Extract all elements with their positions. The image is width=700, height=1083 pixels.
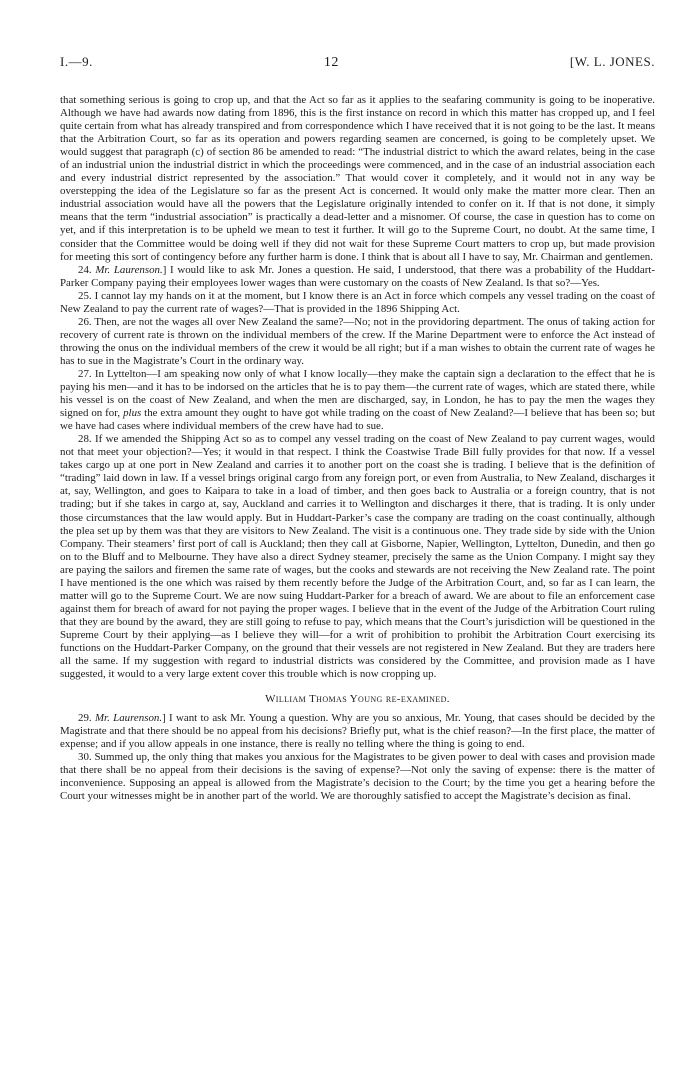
document-body — [60, 94, 655, 803]
witness-name-header: [W. L. JONES. — [569, 54, 655, 69]
speaker-name: Mr. Laurenson. — [94, 712, 163, 725]
paragraph-26: 26. Then, are not the wages all over New Zealand the same?—No; not in the providoring department. The onus of taking action for recovery of current rate is thrown on the individual members of the crew. If the Marine Department were to enforce the Act instead of throwing the onus on the individual members of the crew it would be all right; but if a man wishes to obtain the current rate of wages he has to sue in the Magistrate’s Court in the ordinary way. — [60, 315, 655, 367]
paragraph-24: 24. Mr. Laurenson.] I would like to ask Mr. Jones a question. He said, I understood, that there was a probability of the Huddart-Parker Company paying their employees lower wages than were customary on the coasts of New Zealand. Is that so?—Yes. — [60, 263, 655, 289]
paragraph-number: 24. — [78, 263, 92, 276]
document-page — [60, 54, 655, 803]
paragraph-number: 25. — [78, 289, 92, 302]
paragraph-27: 27. In Lyttelton—I am speaking now only of what I know locally—they make the captain sign a declaration to the effect that he is paying his men—and it has to be indorsed on the articles that he is to pay them—the current rate of wages, which are stated there, while his vessel is on the coast of New Zealand, and when the men are discharged, say, in London, he has to pay the men the wages they signed on for, plus the extra amount they ought to have got while trading on the coast of New Zealand?—I believe that has been so; but we have had cases where individual members of the crew have had to sue. — [60, 367, 655, 433]
document-reference: I.—9. — [60, 54, 93, 69]
speaker-name: Mr. Laurenson. — [95, 263, 163, 276]
paragraph-25: 25. I cannot lay my hands on it at the moment, but I know there is an Act in force which compels any vessel trading on the coast of New Zealand to pay the current rate of wages?—That is provided in the 1896 Shipping Act. — [60, 289, 655, 315]
paragraph-30: 30. Summed up, the only thing that makes you anxious for the Magistrates to be given power to deal with cases and provision made that there shall be no appeal from their decisions is the saving of expense?—Not only the saving of expense: there is the matter of inconvenience. Supposing an appeal is allowed from the Magistrate’s decision to the Court; by the time you get a hearing before the Court your witnesses might be in another part of the world. We are thoroughly satisfied to accept the Magistrate’s decision as final. — [60, 751, 655, 803]
paragraph-29: 29. Mr. Laurenson.] I want to ask Mr. Young a question. Why are you so anxious, Mr. Young, that cases should be decided by the Magistrate and that there should be no appeal from his decisions? Briefly put, what is the chief reason?—In the first place, the matter of expense; and if you allow appeals in one instance, there is really no telling where the thing is going to end. — [60, 712, 655, 751]
section-heading: William Thomas Young re-examined. — [265, 693, 450, 706]
paragraph-number: 30. — [78, 751, 92, 764]
paragraph-number: 26. — [78, 315, 92, 328]
page-header — [60, 54, 655, 74]
paragraph-number: 29. — [78, 712, 92, 725]
page-number: 12 — [323, 55, 339, 70]
paragraph-continuation: that something serious is going to crop up, and that the Act so far as it applies to the seafaring community is going to be inoperative. Although we have had awards now dating from 1896, this is the first instance on record in which this matter has cropped up, and I feel quite certain from what has already transpired and from correspondence which I have received that it is not going to be the last. It means that the Arbitration Court, so far as its operation and powers regarding seamen are concerned, is going to be completely upset. We would suggest that paragraph (c) of section 86 be amended to read: “The industrial district to which the award relates, being in the case of an industrial union the industrial district in which the proceedings were commenced, and in the case of an industrial association each and every industrial district represented by the association.” That would cover it completely, and it would not in any way be overstepping the idea of the Legislature so far as the present Act is concerned. It would only make the matter more clear. Then an industrial association would have all the powers that the Legislature originally intended to confer on it. If that is not done, it simply means that the term “industrial association” is practically a dead-letter and a misnomer. Of course, the case in question has to come on yet, and if this interpretation is to be upheld we mean to test it further. It will go to the Supreme Court, no doubt. At the same time, I consider that the Committee would be doing well if they did not wait for these Supreme Court matters to crop up, but made provision for meeting this sort of contingency before any further harm is done. I think that is about all I have to say, Mr. Chairman and gentlemen. — [60, 94, 655, 263]
paragraph-28: 28. If we amended the Shipping Act so as to compel any vessel trading on the coast of New Zealand to pay current wages, would not that meet your objection?—Yes; it would in that respect. I think the Coastwise Trade Bill fully provides for that now. If a vessel takes cargo up at one port in New Zealand and carries it to another port on the coast she is trading. I believe that is the definition of “trading” laid down in law. If a vessel brings original cargo from any foreign port, or even from Australia, to New Zealand, discharges it at, say, Wellington, and goes to Kaipara to take in a load of timber, and then goes back to Australia or a foreign country, that is not trading; but if she takes in cargo at, say, Auckland and carries it to Wellington and discharges it there, that is trading. It is only under those circumstances that the law would apply. But in Huddart-Parker’s case the company are trading on the coast continually, although the plea set up by them was that they are visitors to New Zealand. The visit is a continuous one. They trade side by side with the Union Company. Their steamers’ first port of call is Auckland; then they call at Gisborne, Napier, Wellington, Lyttelton, Dunedin, and then go on to the Bluff and to Melbourne. They have also a direct Sydney steamer, precisely the same as the Union Company. I might say they are paying the sailors and firemen the same rate of wages, but the cooks and stewards are not receiving the New Zealand rate. The point I have mentioned is the one which was raised by them recently before the Judge of the Arbitration Court, and, so far as I can learn, the matter will go to the Supreme Court. We are now suing Huddart-Parker for a breach of award. We are about to file an enforcement case against them for breach of award for not paying the proper wages. I believe that in the event of the Judge of the Arbitration Court ruling that they are bound by the award, they are still going to refuse to pay, which means that the Court’s jurisdiction will be questioned in the Supreme Court by their applying—as I believe they will—for a writ of prohibition to prohibit the Arbitration Court exercising its functions on the Huddart-Parker Company, on the ground that their vessels are not registered in New Zealand. But they are traders here all the same. If my suggestion with regard to industrial districts was considered by the Committee, and provision made as I have suggested, it would to a very large extent cover this trouble which is now cropping up. — [60, 433, 655, 681]
paragraph-number: 28. — [78, 433, 92, 446]
paragraph-number: 27. — [78, 367, 92, 380]
